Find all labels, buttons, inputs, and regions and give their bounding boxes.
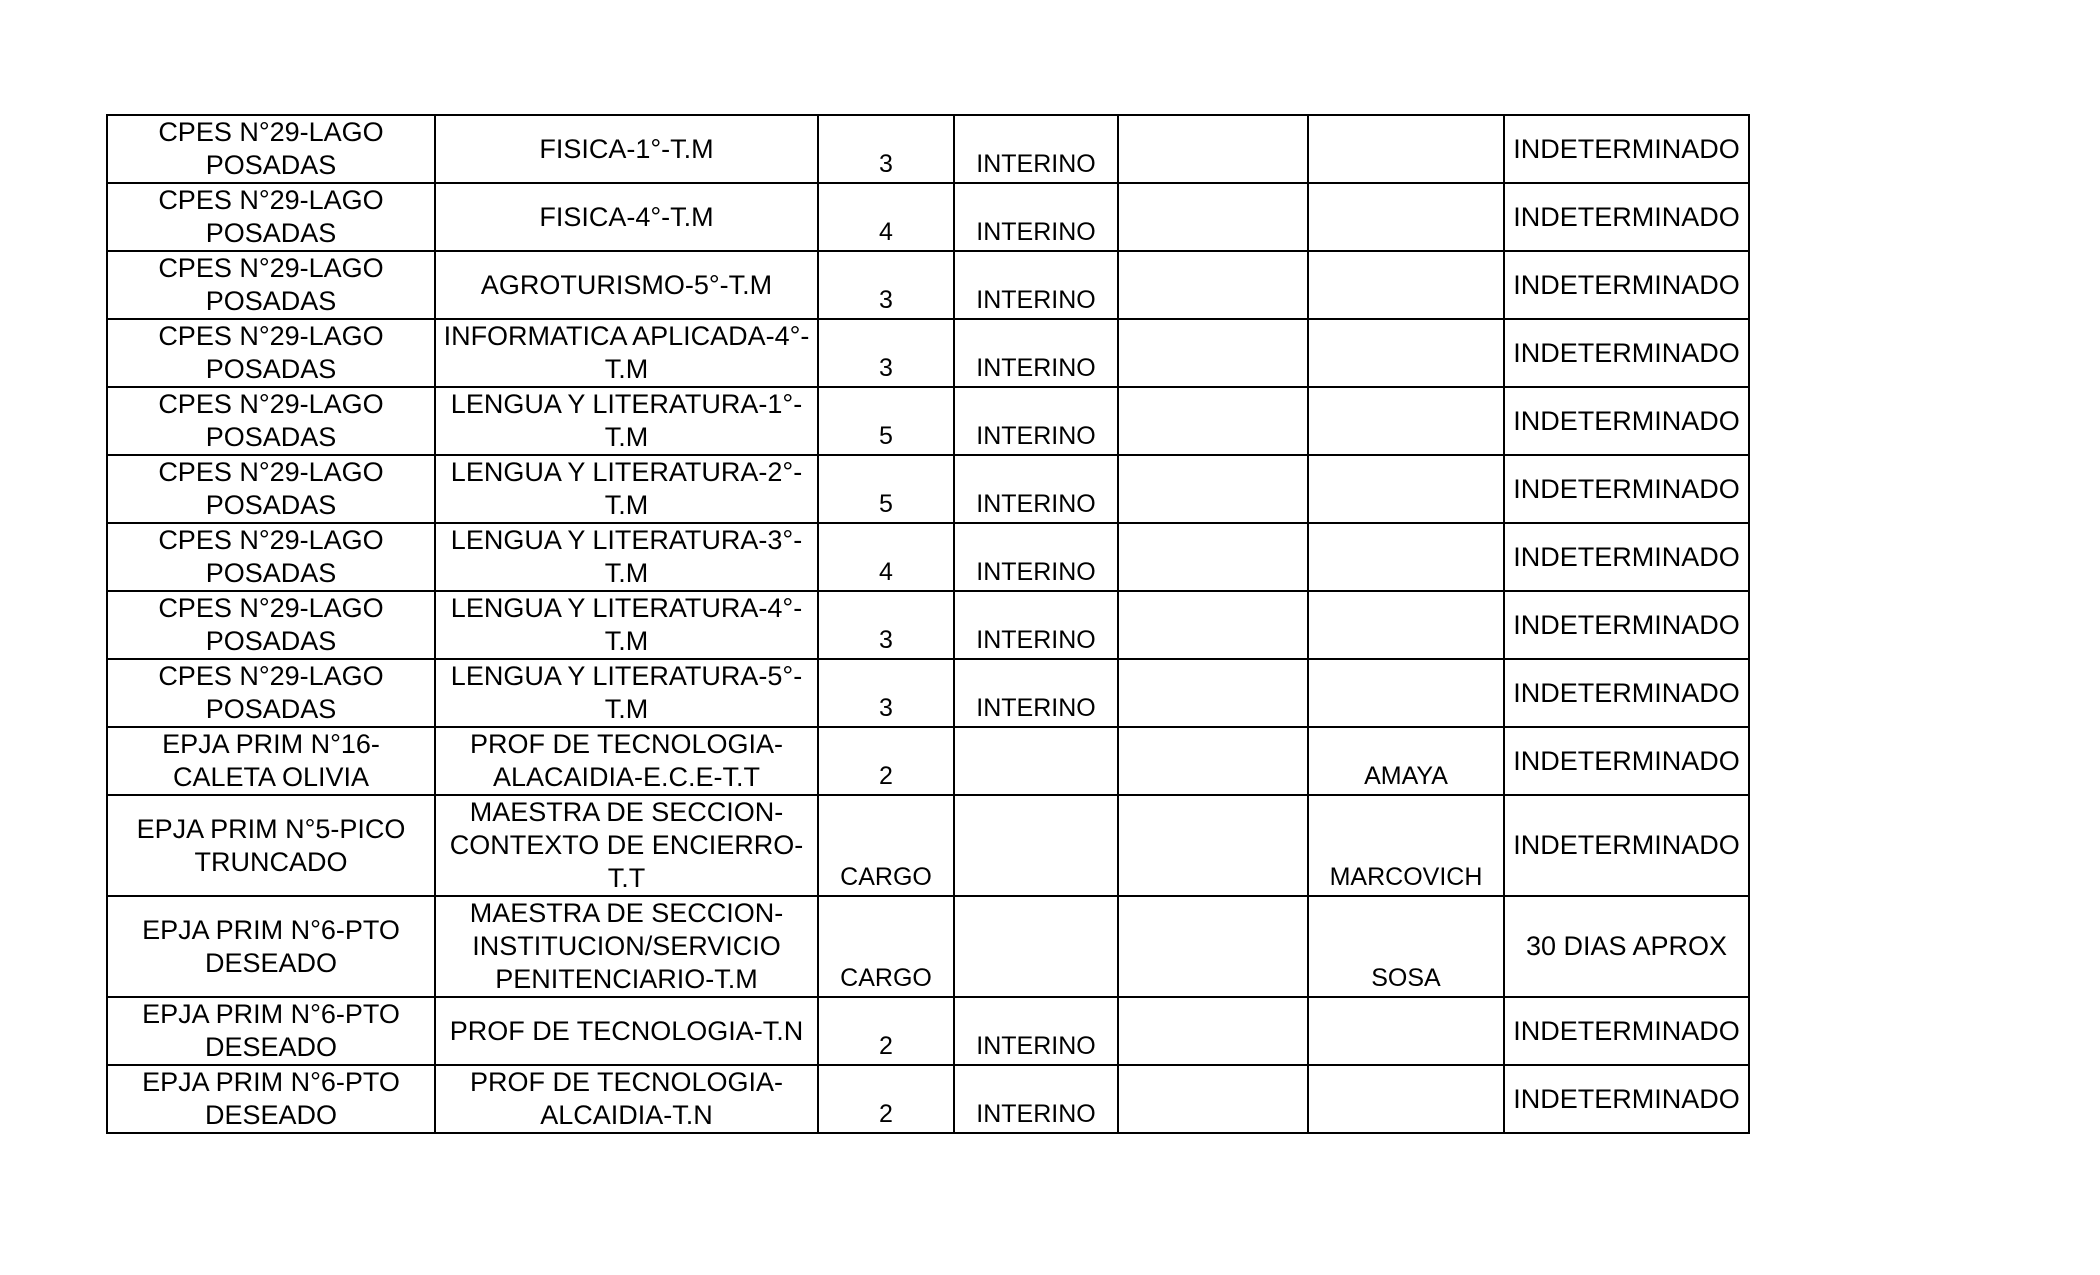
subject-cell: LENGUA Y LITERATURA-3°-T.M xyxy=(435,523,818,591)
blank-cell xyxy=(1118,251,1308,319)
blank-cell xyxy=(1118,896,1308,997)
blank-cell xyxy=(1118,319,1308,387)
table-row xyxy=(107,591,1749,659)
subject-cell: FISICA-1°-T.M xyxy=(435,115,818,183)
subject-cell: MAESTRA DE SECCION-INSTITUCION/SERVICIO PENITENCIARIO-T.M xyxy=(435,896,818,997)
hours-cell: 3 xyxy=(818,659,954,727)
table-row xyxy=(107,727,1749,795)
status-cell: INTERINO xyxy=(954,183,1118,251)
term-cell: INDETERMINADO xyxy=(1504,115,1749,183)
institution-cell: CPES N°29-LAGO POSADAS xyxy=(107,523,435,591)
term-cell: INDETERMINADO xyxy=(1504,1065,1749,1133)
table-row xyxy=(107,523,1749,591)
term-cell: INDETERMINADO xyxy=(1504,727,1749,795)
blank-cell xyxy=(1118,727,1308,795)
term-cell: INDETERMINADO xyxy=(1504,997,1749,1065)
status-cell xyxy=(954,896,1118,997)
status-cell: INTERINO xyxy=(954,1065,1118,1133)
hours-cell: 2 xyxy=(818,997,954,1065)
table-row xyxy=(107,115,1749,183)
institution-cell: EPJA PRIM N°6-PTO DESEADO xyxy=(107,997,435,1065)
blank-cell xyxy=(1118,591,1308,659)
name-cell xyxy=(1308,319,1504,387)
table-row xyxy=(107,896,1749,997)
institution-cell: CPES N°29-LAGO POSADAS xyxy=(107,455,435,523)
hours-cell: 4 xyxy=(818,183,954,251)
table-row xyxy=(107,183,1749,251)
name-cell xyxy=(1308,115,1504,183)
institution-cell: CPES N°29-LAGO POSADAS xyxy=(107,659,435,727)
status-cell: INTERINO xyxy=(954,997,1118,1065)
term-cell: INDETERMINADO xyxy=(1504,659,1749,727)
status-cell: INTERINO xyxy=(954,455,1118,523)
term-cell: INDETERMINADO xyxy=(1504,251,1749,319)
name-cell xyxy=(1308,251,1504,319)
subject-cell: MAESTRA DE SECCION-CONTEXTO DE ENCIERRO-T.T xyxy=(435,795,818,896)
name-cell: SOSA xyxy=(1308,896,1504,997)
table-row xyxy=(107,1065,1749,1133)
term-cell: INDETERMINADO xyxy=(1504,455,1749,523)
subject-cell: PROF DE TECNOLOGIA-ALCAIDIA-T.N xyxy=(435,1065,818,1133)
subject-cell: AGROTURISMO-5°-T.M xyxy=(435,251,818,319)
table-row xyxy=(107,319,1749,387)
status-cell: INTERINO xyxy=(954,591,1118,659)
table-row xyxy=(107,387,1749,455)
blank-cell xyxy=(1118,659,1308,727)
institution-cell: CPES N°29-LAGO POSADAS xyxy=(107,183,435,251)
blank-cell xyxy=(1118,183,1308,251)
status-cell: INTERINO xyxy=(954,387,1118,455)
institution-cell: CPES N°29-LAGO POSADAS xyxy=(107,319,435,387)
blank-cell xyxy=(1118,523,1308,591)
term-cell: INDETERMINADO xyxy=(1504,795,1749,896)
institution-cell: CPES N°29-LAGO POSADAS xyxy=(107,251,435,319)
hours-cell: 5 xyxy=(818,387,954,455)
term-cell: INDETERMINADO xyxy=(1504,319,1749,387)
hours-cell: CARGO xyxy=(818,896,954,997)
name-cell xyxy=(1308,1065,1504,1133)
table-row xyxy=(107,795,1749,896)
subject-cell: LENGUA Y LITERATURA-1°-T.M xyxy=(435,387,818,455)
blank-cell xyxy=(1118,115,1308,183)
status-cell: INTERINO xyxy=(954,251,1118,319)
hours-cell: 2 xyxy=(818,727,954,795)
blank-cell xyxy=(1118,387,1308,455)
hours-cell: 4 xyxy=(818,523,954,591)
hours-cell: 5 xyxy=(818,455,954,523)
institution-cell: EPJA PRIM N°5-PICO TRUNCADO xyxy=(107,795,435,896)
term-cell: INDETERMINADO xyxy=(1504,183,1749,251)
name-cell xyxy=(1308,997,1504,1065)
vacancies-table xyxy=(106,114,1750,1134)
name-cell xyxy=(1308,455,1504,523)
table-row xyxy=(107,455,1749,523)
blank-cell xyxy=(1118,997,1308,1065)
status-cell xyxy=(954,795,1118,896)
subject-cell: FISICA-4°-T.M xyxy=(435,183,818,251)
term-cell: INDETERMINADO xyxy=(1504,523,1749,591)
name-cell xyxy=(1308,183,1504,251)
hours-cell: 3 xyxy=(818,251,954,319)
subject-cell: INFORMATICA APLICADA-4°-T.M xyxy=(435,319,818,387)
hours-cell: 2 xyxy=(818,1065,954,1133)
name-cell xyxy=(1308,387,1504,455)
institution-cell: EPJA PRIM N°6-PTO DESEADO xyxy=(107,896,435,997)
institution-cell: CPES N°29-LAGO POSADAS xyxy=(107,115,435,183)
name-cell xyxy=(1308,591,1504,659)
subject-cell: LENGUA Y LITERATURA-4°-T.M xyxy=(435,591,818,659)
blank-cell xyxy=(1118,795,1308,896)
table-row xyxy=(107,659,1749,727)
name-cell: MARCOVICH xyxy=(1308,795,1504,896)
status-cell: INTERINO xyxy=(954,115,1118,183)
term-cell: INDETERMINADO xyxy=(1504,591,1749,659)
hours-cell: 3 xyxy=(818,591,954,659)
subject-cell: LENGUA Y LITERATURA-5°-T.M xyxy=(435,659,818,727)
term-cell: 30 DIAS APROX xyxy=(1504,896,1749,997)
table-row xyxy=(107,997,1749,1065)
institution-cell: EPJA PRIM N°6-PTO DESEADO xyxy=(107,1065,435,1133)
subject-cell: LENGUA Y LITERATURA-2°-T.M xyxy=(435,455,818,523)
subject-cell: PROF DE TECNOLOGIA-ALACAIDIA-E.C.E-T.T xyxy=(435,727,818,795)
institution-cell: CPES N°29-LAGO POSADAS xyxy=(107,591,435,659)
status-cell: INTERINO xyxy=(954,659,1118,727)
hours-cell: 3 xyxy=(818,319,954,387)
status-cell xyxy=(954,727,1118,795)
name-cell: AMAYA xyxy=(1308,727,1504,795)
hours-cell: 3 xyxy=(818,115,954,183)
status-cell: INTERINO xyxy=(954,523,1118,591)
hours-cell: CARGO xyxy=(818,795,954,896)
term-cell: INDETERMINADO xyxy=(1504,387,1749,455)
name-cell xyxy=(1308,523,1504,591)
institution-cell: CPES N°29-LAGO POSADAS xyxy=(107,387,435,455)
table-row xyxy=(107,251,1749,319)
subject-cell: PROF DE TECNOLOGIA-T.N xyxy=(435,997,818,1065)
blank-cell xyxy=(1118,1065,1308,1133)
blank-cell xyxy=(1118,455,1308,523)
name-cell xyxy=(1308,659,1504,727)
table-body xyxy=(107,115,1749,1133)
institution-cell: EPJA PRIM N°16-CALETA OLIVIA xyxy=(107,727,435,795)
status-cell: INTERINO xyxy=(954,319,1118,387)
